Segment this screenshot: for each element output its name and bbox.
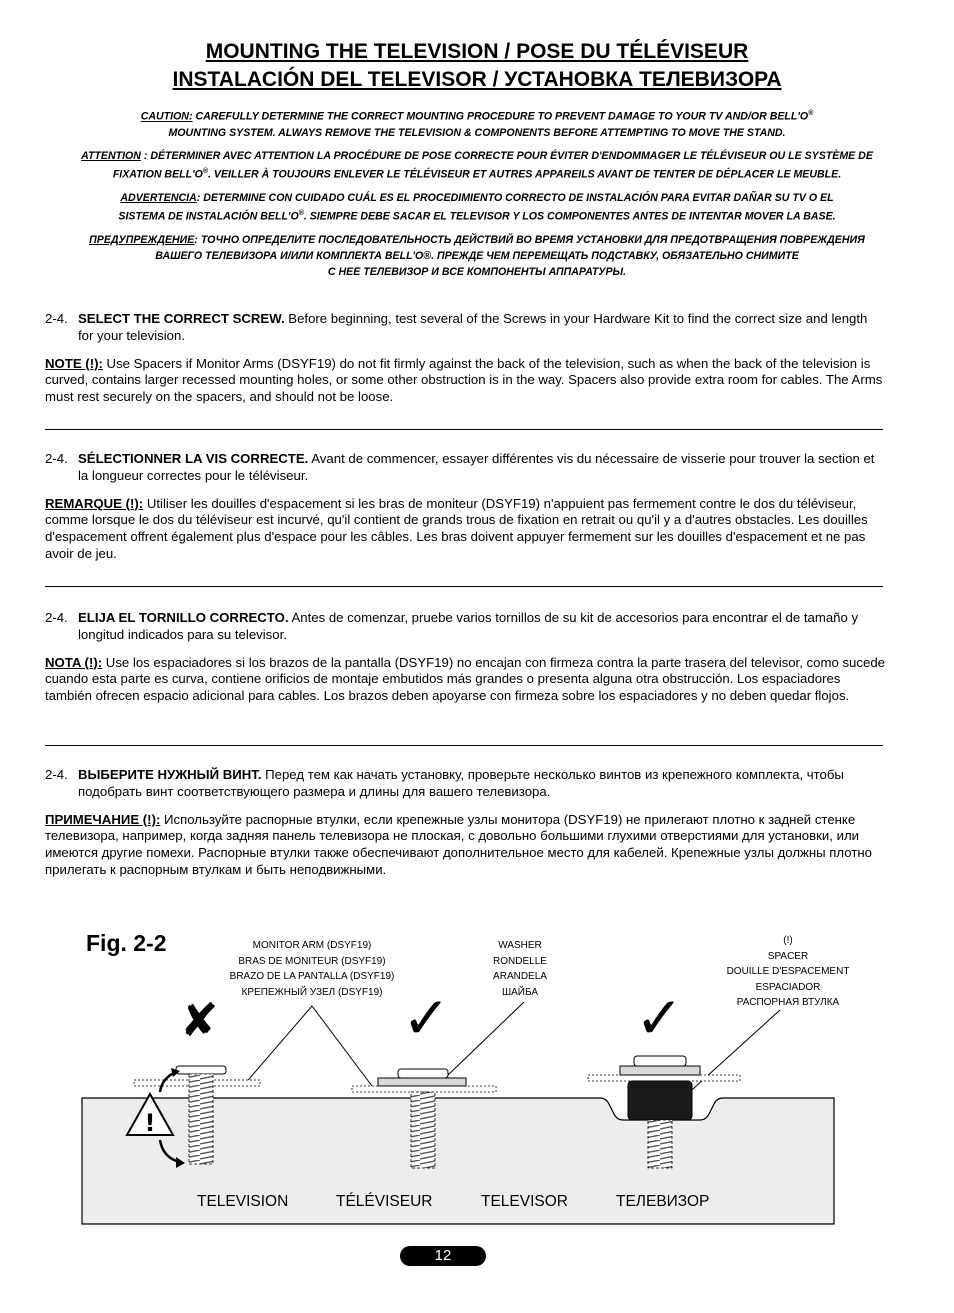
advertencia-label: ADVERTENCIA (120, 192, 197, 204)
divider (45, 429, 883, 430)
callout-washer: WASHER RONDELLE ARANDELA ШАЙБА (493, 940, 547, 998)
section-fr (45, 451, 885, 563)
page-title-line-2: INSTALACIÓN DEL TELEVISOR / УСТАНОВКА ТЕЛЕВИЗОРА (172, 68, 782, 91)
section-es (45, 610, 885, 705)
screw-head (398, 1069, 448, 1078)
step-2-4-fr: 2-4. SÉLECTIONNER LA VIS CORRECTE. Avant de commencer, essayer différentes vis du nécessaire de visserie pour trouver la section et la longueur correctes pour le téléviseur. (45, 451, 875, 483)
warning-exclamation: ! (144, 1109, 156, 1137)
checkmark-icon: ✓ (635, 984, 684, 1052)
page-title-line-1: MOUNTING THE TELEVISION / POSE DU TÉLÉVISEUR (205, 40, 749, 63)
callout-spacer: (!) SPACER DOUILLE D'ESPACEMENT ESPACIADOR РАСПОРНАЯ ВТУЛКА (726, 935, 850, 1009)
tv-label-es: TELEVISOR (481, 1193, 568, 1210)
divider (45, 745, 883, 746)
screw-thread (411, 1092, 435, 1168)
spacer (628, 1081, 692, 1120)
screw-thread (189, 1074, 213, 1164)
tv-label-ru: ТЕЛЕВИЗОР (616, 1193, 710, 1210)
washer (620, 1066, 700, 1075)
caution-label: CAUTION: (140, 110, 193, 123)
monitor-arm-plate (588, 1075, 740, 1081)
callout-monitor-arm: MONITOR ARM (DSYF19) BRAS DE MONITEUR (DSYF19) BRAZO DE LA PANTALLA (DSYF19) КРЕПЕЖНЫЙ УЗЕЛ (DSYF19) (229, 940, 395, 998)
divider (45, 586, 883, 587)
screw-head (176, 1066, 226, 1074)
callout-washer-pointer (447, 1002, 524, 1076)
figure-label: Fig. 2-2 (86, 930, 167, 956)
screw-head (634, 1056, 686, 1066)
attention-label: ATTENTION (81, 150, 141, 162)
step-heading: SELECT THE CORRECT SCREW. (78, 311, 285, 326)
screw-thread (648, 1120, 672, 1168)
mounting-diagram (0, 980, 954, 1240)
washer (378, 1078, 466, 1086)
step-2-4-es: 2-4. ELIJA EL TORNILLO CORRECTO. Antes de comenzar, pruebe varios tornillos de su kit de accesorios para encontrar el de tamaño y longitud indicados para su televisor. (45, 610, 859, 642)
caution-warning-en: CAUTION: CAREFULLY DETERMINE THE CORRECT MOUNTING PROCEDURE TO PREVENT DAMAGE TO YOUR TV AND/OR BELL'O® MOUNTING SYSTEM. ALWAYS REMOVE THE TELEVISION & COMPONENTS BEFORE ATTEMPTING TO MOVE THE STAND. (140, 110, 814, 139)
wrong-mark-icon: ✘ (180, 993, 219, 1047)
step-2-4-ru: 2-4. ВЫБЕРИТЕ НУЖНЫЙ ВИНТ. Перед тем как начать установку, проверьте несколько винтов из крепежного комплекта, чтобы подобрать винт соответствующего размера и длины для вашего телевизора. (45, 767, 844, 799)
caution-warning-fr: ATTENTION : DÉTERMINER AVEC ATTENTION LA PROCÉDURE DE POSE CORRECTE POUR ÉVITER D'ENDOMMAGER LE TÉLÉVISEUR OU LE SYSTÈME DE FIXATION BELL'O®. VEILLER À TOUJOURS ENLEVER LE TÉLÉVISEUR ET AUTRES APPAREILS AVANT DE TENTER DE DÉPLACER LE MEUBLE. (81, 150, 873, 181)
callout-spacer-pointer (683, 1010, 780, 1098)
step-heading: ELIJA EL TORNILLO CORRECTO. (78, 610, 289, 625)
preduprezhdenie-label: ПРЕДУПРЕЖДЕНИЕ (89, 234, 195, 246)
tv-label-fr: TÉLÉVISEUR (336, 1193, 433, 1210)
section-en (45, 311, 885, 406)
monitor-arm-plate (352, 1086, 496, 1092)
section-ru (45, 767, 885, 879)
checkmark-icon: ✓ (402, 984, 451, 1052)
note-fr: REMARQUE (!): Utiliser les douilles d'espacement si les bras de moniteur (DSYF19) n'appuient pas fermement contre le dos du téléviseur, comme lorsque le dos du téléviseur est incurvé, qu'il contient de grands trous de fixation en retrait ou qu'il y a d'autres obstacles. Les douilles d'espacement offrent également plus d'espace pour les câbles. Les bras doivent appuyer fermement sur les douilles d'espacement et ne pas avoir de jeu. (45, 495, 868, 561)
step-heading: SÉLECTIONNER LA VIS CORRECTE. (78, 451, 309, 466)
caution-warning-es: ADVERTENCIA: DETERMINE CON CUIDADO CUÁL ES EL PROCEDIMIENTO CORRECTO DE INSTALACIÓN PARA EVITAR DAÑAR SU TV O EL SISTEMA DE INSTALACIÓN BELL'O®. SIEMPRE DEBE SACAR EL TELEVISOR Y LOS COMPONENTES ANTES DE INTENTAR MOVER LA BASE. (118, 192, 836, 223)
step-2-4-en: 2-4. SELECT THE CORRECT SCREW. Before beginning, test several of the Screws in your Hardware Kit to find the correct size and length for your television. (45, 311, 868, 343)
note-es: NOTA (!): Use los espaciadores si los brazos de la pantalla (DSYF19) no encajan con firmeza contra la parte trasera del televisor, como sucede cuando esta parte es curva, contiene orificios de montaje embutidos más grandes o presenta alguna otra obstrucción. Los espaciadores también ofrecen espacio adicional para cables. Los brazos deben apoyarse con firmeza sobre los espaciadores y no deben quedar flojos. (45, 654, 885, 704)
note-en: NOTE (!): Use Spacers if Monitor Arms (DSYF19) do not fit firmly against the back of the television, such as when the back of the television is curved, contains larger recessed mounting holes, or some other obstruction is in the way. Spacers also provide extra room for cables. The Arms must rest securely on the spacers, and should not be loose. (45, 355, 883, 405)
tv-label-en: TELEVISION (197, 1193, 289, 1210)
callout-arm-pointer (243, 1006, 372, 1086)
note-ru: ПРИМЕЧАНИЕ (!): Используйте распорные втулки, если крепежные узлы монитора (DSYF19) не прилегают плотно к задней стенке телевизора, например, когда задняя панель телевизора не плоская, с довольно большими глухими отверстиями для установки, или имеются другие помехи. Распорные втулки также обеспечивают дополнительное место для кабелей. Крепежные узлы должны плотно прилегать к распорным втулкам и быть неподвижными. (45, 811, 872, 877)
page-number: 12 (400, 1246, 486, 1266)
step-heading: ВЫБЕРИТЕ НУЖНЫЙ ВИНТ. (78, 767, 262, 782)
caution-warning-ru: ПРЕДУПРЕЖДЕНИЕ: ТОЧНО ОПРЕДЕЛИТЕ ПОСЛЕДОВАТЕЛЬНОСТЬ ДЕЙСТВИЙ ВО ВРЕМЯ УСТАНОВКИ ДЛЯ ПРЕДОТВРАЩЕНИЯ ПОВРЕЖДЕНИЯ ВАШЕГО ТЕЛЕВИЗОРА И/ИЛИ КОМПЛЕКТА BELL'O®. ПРЕЖДЕ ЧЕМ ПЕРЕМЕЩАТЬ ПОДСТАВКУ, ОБЯЗАТЕЛЬНО СНИМИТЕ С НЕЕ ТЕЛЕВИЗОР И ВСЕ КОМПОНЕНТЫ АППАРАТУРЫ. (89, 234, 865, 278)
